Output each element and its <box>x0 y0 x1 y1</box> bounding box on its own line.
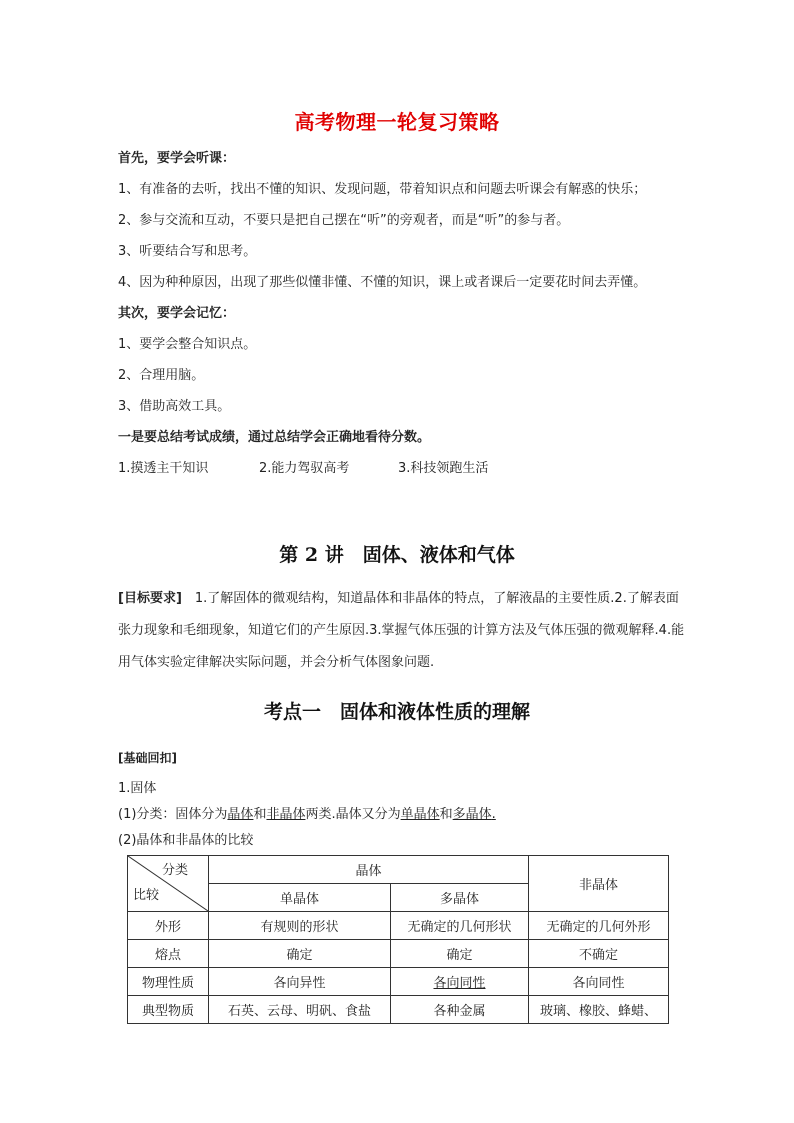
header-crystal: 晶体 <box>209 856 529 884</box>
row-poly: 各种金属 <box>391 996 529 1024</box>
row-amorphous: 无确定的几何外形 <box>529 912 669 940</box>
row-amorphous: 各向同性 <box>529 968 669 996</box>
row-amorphous: 玻璃、橡胶、蜂蜡、 <box>529 996 669 1024</box>
table-corner-cell <box>128 856 209 912</box>
classify-mid: 两类.晶体又分为 <box>305 807 401 822</box>
classify-prefix: (1)分类：固体分为 <box>118 807 228 822</box>
goal-label: [目标要求] <box>118 591 182 606</box>
header-poly: 多晶体 <box>391 884 529 912</box>
table-row <box>128 968 669 996</box>
corner-bottom-label: 比较 <box>133 888 160 903</box>
tag-3: 3.科技领跑生活 <box>398 461 489 476</box>
row-poly: 无确定的几何形状 <box>391 912 529 940</box>
table-row <box>128 912 669 940</box>
main-title: 高考物理一轮复习策略 <box>294 110 500 134</box>
goal-paragraph <box>118 583 688 679</box>
section1-item-1: 1、有准备的去听，找出不懂的知识、发现问题，带着知识点和问题去听课会有解惑的快乐； <box>118 182 647 197</box>
row-name: 熔点 <box>128 940 209 968</box>
solid-heading: 1.固体 <box>118 781 157 796</box>
table-header-row-1 <box>128 856 669 884</box>
lecture-title: 第 2 讲 固体、液体和气体 <box>279 544 515 566</box>
row-name: 物理性质 <box>128 968 209 996</box>
section1-item-2: 2、参与交流和互动，不要只是把自己摆在“听”的旁观者，而是“听”的参与者。 <box>118 213 570 228</box>
row-single: 各向异性 <box>209 968 391 996</box>
classify-poly: 多晶体 <box>452 807 492 822</box>
table-row <box>128 996 669 1024</box>
tag-2: 2.能力驾驭高考 <box>259 461 350 476</box>
section2-item-2: 2、合理用脑。 <box>118 368 205 383</box>
row-poly: 各向同性 <box>391 968 529 996</box>
corner-top-label: 分类 <box>161 863 188 878</box>
row-single: 有规则的形状 <box>209 912 391 940</box>
basic-label: [基础回扣] <box>118 751 177 765</box>
compare-heading: (2)晶体和非晶体的比较 <box>118 833 254 848</box>
point-title: 考点一 固体和液体性质的理解 <box>263 701 530 723</box>
classify-line <box>118 803 496 822</box>
classify-and-2: 和 <box>439 807 453 822</box>
comparison-table <box>127 855 669 1024</box>
tag-1: 1.摸透主干知识 <box>118 461 209 476</box>
header-single: 单晶体 <box>209 884 391 912</box>
classify-amorphous: 非晶体 <box>266 807 306 822</box>
summary-line: 一是要总结考试成绩，通过总结学会正确地看待分数。 <box>118 430 431 445</box>
section2-item-1: 1、要学会整合知识点。 <box>118 337 257 352</box>
section2-heading: 其次，要学会记忆： <box>118 306 236 321</box>
row-name: 典型物质 <box>128 996 209 1024</box>
row-single: 确定 <box>209 940 391 968</box>
classify-crystal: 晶体 <box>227 807 254 822</box>
row-single: 石英、云母、明矾、食盐 <box>209 996 391 1024</box>
section2-item-3: 3、借助高效工具。 <box>118 399 231 414</box>
section1-item-3: 3、听要结合写和思考。 <box>118 244 257 259</box>
classify-single: 单晶体 <box>400 807 440 822</box>
header-amorphous: 非晶体 <box>529 856 669 912</box>
section1-heading: 首先，要学会听课： <box>118 151 236 166</box>
row-poly: 确定 <box>391 940 529 968</box>
row-amorphous: 不确定 <box>529 940 669 968</box>
table-row <box>128 940 669 968</box>
classify-and-1: 和 <box>253 807 267 822</box>
row-name: 外形 <box>128 912 209 940</box>
classify-end: . <box>491 807 496 822</box>
section1-item-4: 4、因为种种原因，出现了那些似懂非懂、不懂的知识，课上或者课后一定要花时间去弄懂。 <box>118 275 647 290</box>
goal-text: 1.了解固体的微观结构，知道晶体和非晶体的特点，了解液晶的主要性质.2.了解表面张力现象和毛细现象，知道它们的产生原因.3.掌握气体压强的计算方法及气体压强的微观解释.4.能用气体实验定律解决实际问题，并会分析气体图象问题. <box>118 591 685 670</box>
